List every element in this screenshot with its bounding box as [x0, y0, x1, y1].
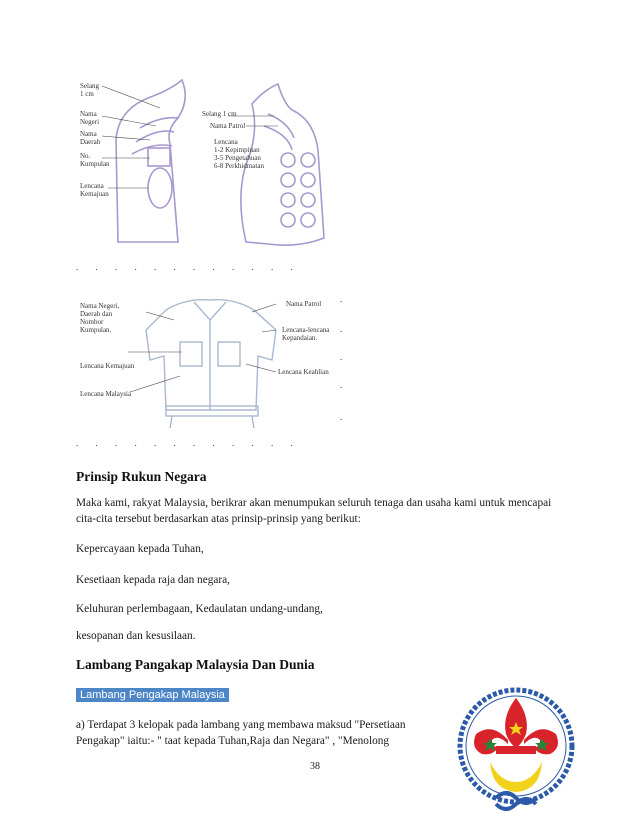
label-selang-right: Selang 1 cm	[202, 110, 237, 118]
label-shirt-lencana-kemajuan: Lencana Kemajuan	[80, 362, 135, 370]
rukun-negara-item-1: Kepercayaan kepada Tuhan,	[76, 543, 204, 555]
label-shirt-lencana-keahlian: Lencana Keahlian	[278, 368, 329, 376]
scout-emblem-icon	[452, 682, 580, 814]
malaysia-scout-emblem	[452, 682, 580, 814]
label-selang: Selang 1 cm	[80, 82, 100, 98]
section-title-lambang: Lambang Pangakap Malaysia Dan Dunia	[76, 657, 315, 672]
label-nama-negeri: Nama Negeri	[80, 110, 100, 126]
rukun-negara-item-3: Keluhuran perlembagaan, Kedaulatan undang-undang,	[76, 603, 323, 615]
dot-col-4: .	[340, 380, 343, 390]
dot-col-3: .	[340, 352, 343, 362]
dots-row-2: . . . . . . . . . . . .	[76, 438, 293, 448]
rukun-negara-item-2: Kesetiaan kepada raja dan negara,	[76, 574, 230, 586]
rukun-negara-intro: Maka kami, rakyat Malaysia, berikrar akan menumpukan seluruh tenaga dan usaha kami untuk mencapai cita-cita tersebut berdasarkan atas prinsip-prinsip yang berikut:	[76, 497, 552, 525]
label-shirt-lencana-malaysia: Lencana Malaysia	[80, 390, 132, 398]
figure-badge-placement	[78, 70, 350, 248]
rukun-negara-item-4: kesopanan dan kesusilaan.	[76, 630, 196, 642]
label-shirt-lencana-kepandaian: Lencana-lencana Kepandaian.	[282, 326, 330, 342]
lambang-paragraph: a) Terdapat 3 kelopak pada lambang yang membawa maksud "Persetiaan Pengakap" iaitu:- " taat kepada Tuhan,Raja dan Negara" , "Menolong	[76, 719, 406, 747]
label-nama-daerah: Nama Daerah	[80, 130, 101, 146]
page-number: 38	[310, 761, 320, 772]
dots-row-1: . . . . . . . . . . . .	[76, 262, 293, 272]
label-shirt-nama-negeri: Nama Negeri, Daerah dan Nombor Kumpulan.	[80, 302, 120, 334]
figure-uniform-shirt	[76, 290, 346, 430]
label-lencana-kemajuan: Lencana Kemajuan	[80, 182, 109, 198]
dot-col-2: .	[340, 324, 343, 334]
label-nama-patrol-top: Nama Patrol	[210, 122, 246, 130]
section-title-rukun-negara: Prinsip Rukun Negara	[76, 469, 207, 484]
label-lencana-list: Lencana 1-2 Kepimpinan 3-5 Pengetahuan 6-8 Perkhidmatan	[214, 138, 264, 170]
subtitle-lambang-pengakap-malaysia: Lambang Pengakap Malaysia	[76, 688, 229, 702]
dot-col-1: .	[340, 294, 343, 304]
label-shirt-nama-patrol: Nama Patrol	[286, 300, 322, 308]
label-no-kumpulan: No. Kumpulan	[80, 152, 110, 168]
dot-col-5: .	[340, 412, 343, 422]
